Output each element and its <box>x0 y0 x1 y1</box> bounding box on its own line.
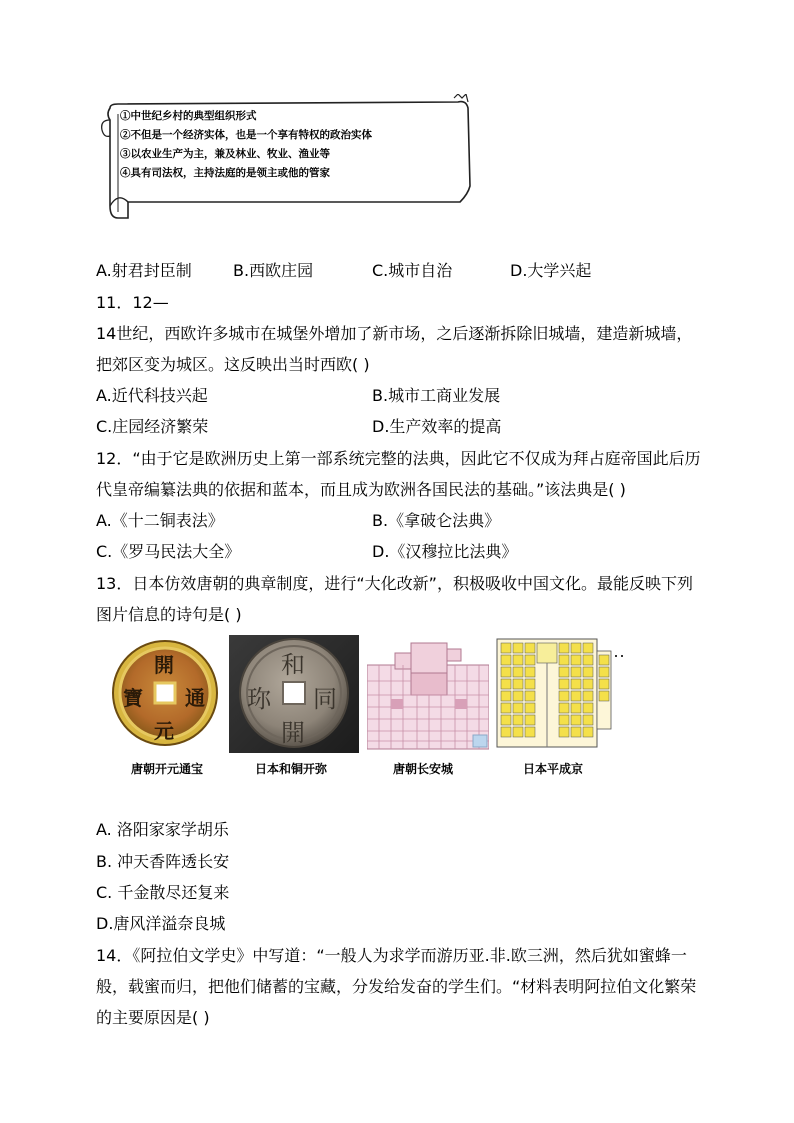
q12-option-d: D.《汉穆拉比法典》 <box>372 542 518 561</box>
coin1-char-bottom: 元 <box>154 719 174 743</box>
coin2-char-left: 珎 <box>247 685 271 713</box>
caption-heijokyo: 日本平成京 <box>523 762 584 776</box>
q10-option-c: C.城市自治 <box>372 261 453 280</box>
q14-stem-line-3: 的主要原因是( ) <box>96 1008 210 1027</box>
q12-option-a: A.《十二铜表法》 <box>96 511 224 530</box>
caption-wadou: 日本和铜开弥 <box>255 762 328 776</box>
coin1-char-right: 通 <box>185 686 205 710</box>
caption-changan: 唐朝长安城 <box>393 762 454 776</box>
q13-option-c: C. 千金散尽还复来 <box>96 883 230 902</box>
q10-option-b: B.西欧庄园 <box>233 261 314 280</box>
kaiyuan-coin-image <box>105 635 225 753</box>
q13-stem-line-2: 图片信息的诗句是( ) <box>96 605 242 624</box>
scroll-item-1: ①中世纪乡村的典型组织形式 <box>120 110 257 122</box>
q10-option-a: A.射君封臣制 <box>96 261 192 280</box>
coin2-char-top: 和 <box>281 651 305 679</box>
q12-option-c: C.《罗马民法大全》 <box>96 542 241 561</box>
scroll-figure <box>98 94 478 222</box>
q10-option-d: D.大学兴起 <box>510 261 592 280</box>
q13-option-a: A. 洛阳家家学胡乐 <box>96 820 229 839</box>
scroll-item-3: ③以农业生产为主，兼及林业、牧业、渔业等 <box>120 148 330 160</box>
coin2-char-right: 同 <box>313 685 337 713</box>
q11-option-c: C.庄园经济繁荣 <box>96 417 209 436</box>
q12-stem-line-2: 代皇帝编纂法典的依据和蓝本，而且成为欧洲各国民法的基础。”该法典是( ) <box>96 480 626 499</box>
q11-stem-line-1: 14世纪，西欧许多城市在城堡外增加了新市场，之后逐渐拆除旧城墙，建造新城墙， <box>96 324 693 343</box>
q12-option-b: B.《拿破仑法典》 <box>372 511 501 530</box>
coin1-char-left: 寶 <box>123 686 143 710</box>
q14-stem-line-2: 般，载蜜而归，把他们储蓄的宝藏，分发给发奋的学生们。“材料表明阿拉伯文化繁荣 <box>96 977 697 996</box>
q13-option-d: D.唐风洋溢奈良城 <box>96 914 226 933</box>
image-row <box>105 635 625 780</box>
q11-stem-line-2: 把郊区变为城区。这反映出当时西欧( ) <box>96 355 370 374</box>
q13-stem-line-1: 13．日本仿效唐朝的典章制度，进行“大化改新”，积极吸收中国文化。最能反映下列 <box>96 574 693 593</box>
coin1-char-top: 開 <box>154 653 174 677</box>
wadou-coin-image <box>229 635 359 753</box>
caption-kaiyuan: 唐朝开元通宝 <box>131 762 204 776</box>
q11-option-d: D.生产效率的提高 <box>372 417 502 436</box>
changan-map-image <box>367 637 489 753</box>
q14-stem-line-1: 14．《阿拉伯文学史》中写道：“一般人为求学而游历亚.非.欧三洲，然后犹如蜜蜂一 <box>96 946 687 965</box>
q12-stem-line-1: 12．“由于它是欧洲历史上第一部系统完整的法典，因此它不仅成为拜占庭帝国此后历 <box>96 449 701 468</box>
q13-option-b: B. 冲天香阵透长安 <box>96 852 230 871</box>
scroll-item-2: ②不但是一个经济实体，也是一个享有特权的政治实体 <box>120 129 372 141</box>
coin2-char-bottom: 開 <box>281 719 305 747</box>
q11-number: 11．12— <box>96 293 169 312</box>
heijokyo-map-image <box>495 637 625 753</box>
scroll-item-4: ④具有司法权，主持法庭的是领主或他的管家 <box>120 167 330 179</box>
q11-option-b: B.城市工商业发展 <box>372 386 501 405</box>
q11-option-a: A.近代科技兴起 <box>96 386 208 405</box>
